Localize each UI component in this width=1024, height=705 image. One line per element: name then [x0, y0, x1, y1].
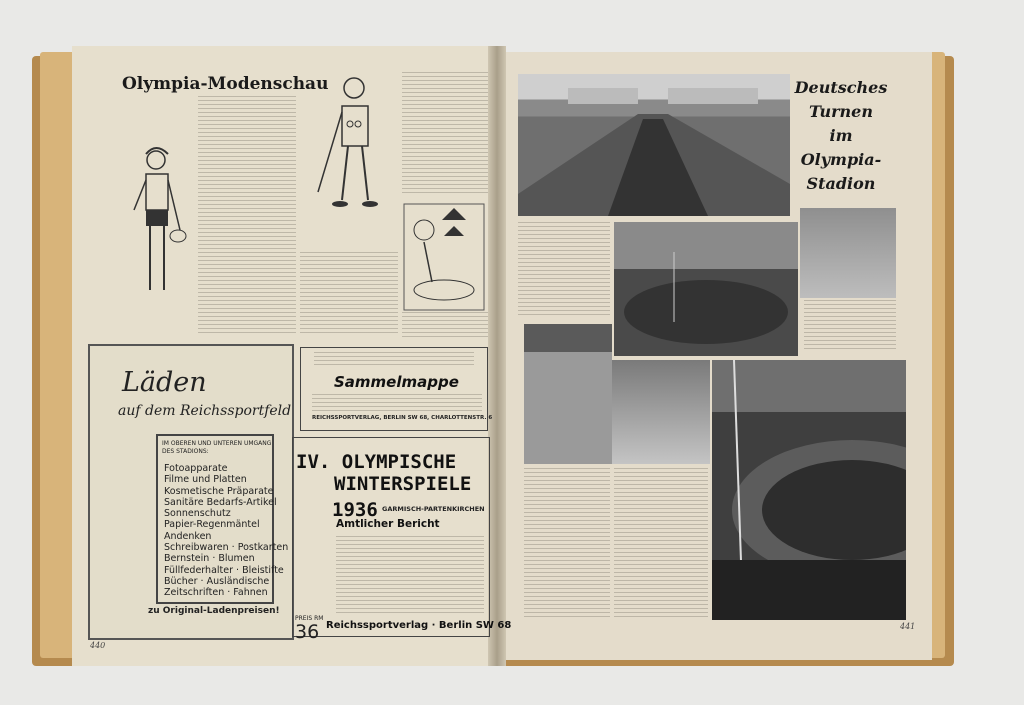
- winterspiele-year: 1936: [332, 499, 378, 521]
- title-line: Olympia-: [800, 150, 882, 169]
- title-line: Stadion: [806, 174, 876, 193]
- photo-caption-text-1: [518, 222, 610, 318]
- left-page-number: 440: [90, 641, 106, 650]
- laden-ad-footer: zu Original-Ladenpreisen!: [148, 606, 280, 616]
- laden-item: Schreibwaren · Postkarten: [164, 542, 289, 554]
- price-label: PREIS RM: [295, 615, 324, 622]
- laden-item: Bücher · Ausländische: [164, 575, 270, 587]
- caricature-illustration-2: [402, 202, 486, 312]
- gymnastics-detail: [614, 222, 798, 356]
- title-line: Deutsches: [794, 78, 888, 97]
- article-text-column-3: [402, 72, 488, 196]
- crowd-spectators-photo: [524, 324, 612, 464]
- article-text-right-column-2: [614, 468, 708, 618]
- winterspiele-title-line2: WINTERSPIELE: [334, 473, 472, 495]
- article-text-right-column-1: [524, 468, 610, 618]
- laden-item: Bernstein · Blumen: [164, 553, 255, 565]
- stadium-stands-photo: [712, 360, 906, 620]
- laden-items-heading: IM OBEREN UND UNTEREN UMGANG DES STADIONS:: [162, 440, 272, 455]
- book-spine: [488, 46, 506, 666]
- athlete-caricature-illustration: [312, 72, 392, 222]
- price-value: 36: [295, 621, 320, 643]
- laden-item: Papier-Regenmäntel: [164, 519, 260, 531]
- left-page-title: Olympia-Modenschau: [122, 74, 329, 94]
- fashion-figure-illustration-1: [124, 140, 194, 320]
- laden-item: Kosmetische Präparate: [164, 485, 274, 497]
- winterspiele-publisher: Reichssportverlag · Berlin SW 68: [326, 620, 512, 631]
- laden-item: Zeitschriften · Fahnen: [164, 587, 268, 599]
- officials-crowd-photo: [612, 360, 710, 464]
- caption-text: [402, 312, 488, 338]
- stadium-aerial-detail: [518, 74, 790, 216]
- laden-item: Füllfederhalter · Bleistifte: [164, 564, 284, 576]
- sammelmappe-intro-text: [314, 352, 474, 366]
- stadium-gymnastics-photo: [614, 222, 798, 356]
- sammelmappe-publisher: REICHSSPORTVERLAG, BERLIN SW 68, CHARLOTTENSTR. 6: [312, 415, 493, 421]
- article-text-column-1: [198, 96, 296, 336]
- laden-item: Andenken: [164, 530, 212, 542]
- stadium-aerial-photo: [518, 74, 790, 216]
- laden-item: Filme und Platten: [164, 474, 247, 486]
- gymnasts-group-photo: [800, 208, 896, 298]
- right-page-number: 441: [900, 622, 916, 631]
- laden-items-list: [164, 463, 289, 599]
- winterspiele-body-text: [336, 536, 484, 614]
- right-page-title: [792, 76, 890, 196]
- photo-caption-text-2: [804, 300, 896, 352]
- title-line: Turnen: [809, 102, 873, 121]
- article-text-column-2: [300, 252, 398, 336]
- laden-ad-subtitle: auf dem Reichssportfeld: [118, 403, 292, 419]
- winterspiele-place: GARMISCH-PARTENKIRCHEN: [382, 505, 485, 513]
- laden-item: Sonnenschutz: [164, 508, 231, 520]
- sammelmappe-body-text: [312, 394, 482, 412]
- laden-ad-title: Läden: [122, 367, 207, 398]
- winterspiele-title-line1: IV. OLYMPISCHE: [296, 451, 457, 473]
- sammelmappe-ad-title: Sammelmappe: [334, 373, 459, 391]
- title-line: im: [829, 126, 853, 145]
- laden-item: Sanitäre Bedarfs-Artikel: [164, 496, 277, 508]
- stadium-stands-detail: [712, 360, 906, 620]
- laden-item: Fotoapparate: [164, 463, 228, 474]
- winterspiele-subtitle: Amtlicher Bericht: [336, 518, 440, 530]
